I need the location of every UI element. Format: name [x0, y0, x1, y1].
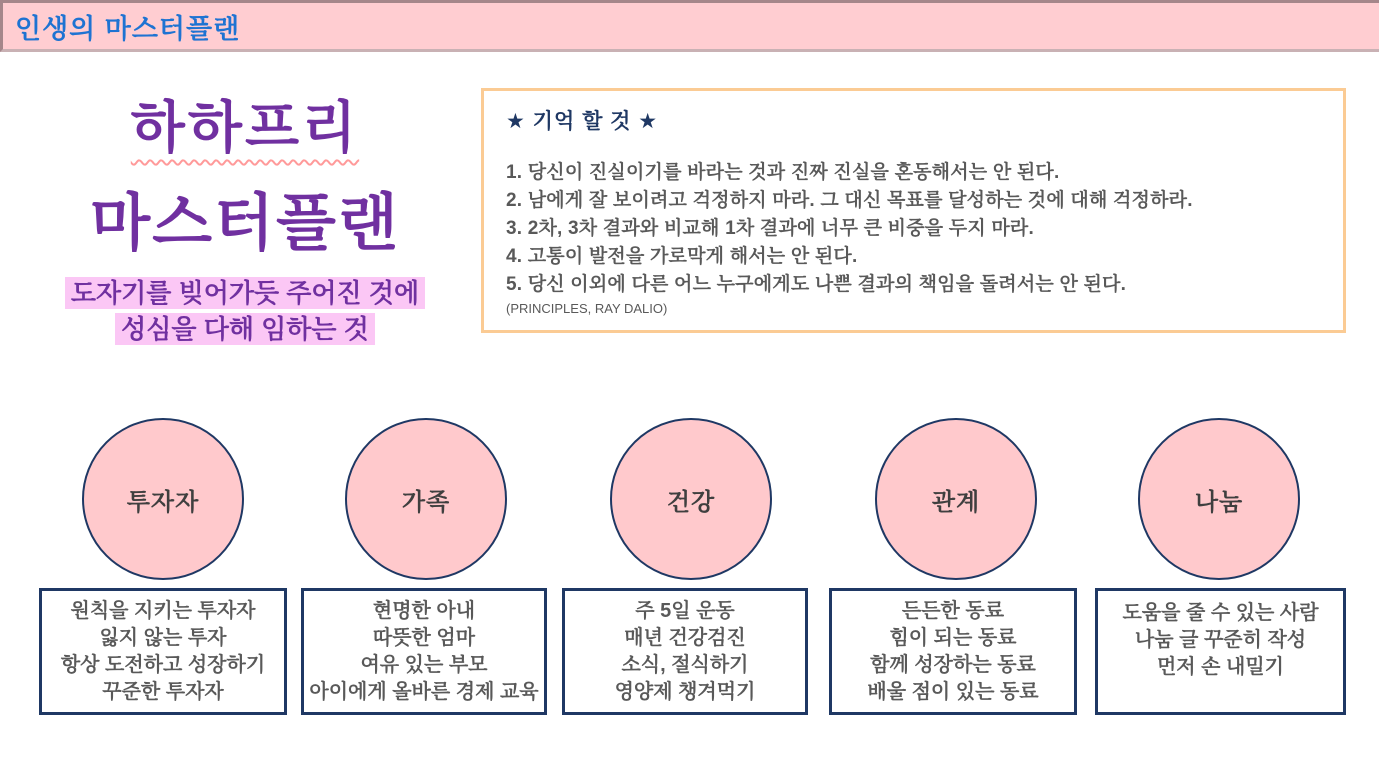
- goal-line: 힘이 되는 동료: [889, 626, 1017, 649]
- category-label: 관계: [931, 488, 981, 516]
- goal-line: 함께 성장하는 동료: [870, 653, 1036, 676]
- category-circle-investor: [82, 418, 244, 580]
- category-label: 투자자: [126, 488, 200, 516]
- goal-line: 주 5일 운동: [635, 599, 735, 622]
- goal-box-health: [562, 588, 808, 715]
- memo-item: 4. 고통이 발전을 가로막게 해서는 안 된다.: [506, 246, 858, 267]
- goal-line: 꾸준한 투자자: [102, 680, 224, 703]
- goal-line: 잃지 않는 투자: [99, 626, 227, 649]
- goal-box-relationship: [829, 588, 1077, 715]
- goal-box-investor: [39, 588, 287, 715]
- memo-item: 2. 남에게 잘 보이려고 걱정하지 마라. 그 대신 목표를 달성하는 것에 대해 걱정하라.: [506, 190, 1193, 211]
- hero-title-line1-text: 하하프리: [130, 96, 360, 159]
- category-label: 가족: [401, 488, 451, 516]
- memo-box: [481, 88, 1346, 333]
- goal-line: 항상 도전하고 성장하기: [60, 653, 266, 676]
- goal-line: 영양제 챙겨먹기: [614, 680, 756, 703]
- page-title: 인생의 마스터플랜: [15, 13, 241, 44]
- category-label: 건강: [666, 488, 716, 516]
- hero-block: [35, 96, 455, 348]
- memo-citation: (PRINCIPLES, RAY DALIO): [506, 301, 668, 316]
- category-circle-relationship: [875, 418, 1037, 580]
- memo-title: ★ 기억 할 것 ★: [506, 110, 659, 133]
- goal-line: 먼저 손 내밀기: [1156, 656, 1285, 678]
- hero-subtitle: [35, 275, 455, 349]
- memo-item: 5. 당신 이외에 다른 어느 누구에게도 나쁜 결과의 책임을 돌려서는 안 된다.: [506, 274, 1127, 295]
- goal-line: 아이에게 올바른 경제 교육: [309, 680, 539, 703]
- category-label: 나눔: [1194, 488, 1244, 516]
- goal-line: 소식, 절식하기: [621, 653, 749, 676]
- goal-line: 여유 있는 부모: [360, 653, 488, 676]
- goal-line: 든든한 동료: [901, 599, 1005, 622]
- memo-list: [506, 159, 1321, 299]
- memo-item: 3. 2차, 3차 결과와 비교해 1차 결과에 너무 큰 비중을 두지 마라.: [506, 218, 1034, 239]
- hero-title-line2: 마스터플랜: [90, 189, 400, 259]
- category-circle-family: [345, 418, 507, 580]
- goal-box-family: [301, 588, 547, 715]
- page-header-bar: [0, 0, 1379, 52]
- hero-subtitle-line2: 성심을 다해 임하는 것: [35, 311, 455, 348]
- goal-line: 따뜻한 엄마: [372, 626, 476, 649]
- goal-line: 도움을 줄 수 있는 사람: [1122, 602, 1319, 624]
- hero-title-line1: [35, 96, 455, 160]
- hero-subtitle-line1: 도자기를 빚어가듯 주어진 것에: [35, 275, 455, 312]
- goal-line: 배울 점이 있는 동료: [867, 680, 1039, 703]
- goal-line: 현명한 아내: [372, 599, 476, 622]
- goal-line: 원칙을 지키는 투자자: [70, 599, 256, 622]
- goal-box-sharing: [1095, 588, 1346, 715]
- category-circle-health: [610, 418, 772, 580]
- memo-item: 1. 당신이 진실이기를 바라는 것과 진짜 진실을 혼동해서는 안 된다.: [506, 162, 1060, 183]
- goal-line: 매년 건강검진: [624, 626, 746, 649]
- goal-line: 나눔 글 꾸준히 작성: [1134, 629, 1307, 651]
- category-circle-sharing: [1138, 418, 1300, 580]
